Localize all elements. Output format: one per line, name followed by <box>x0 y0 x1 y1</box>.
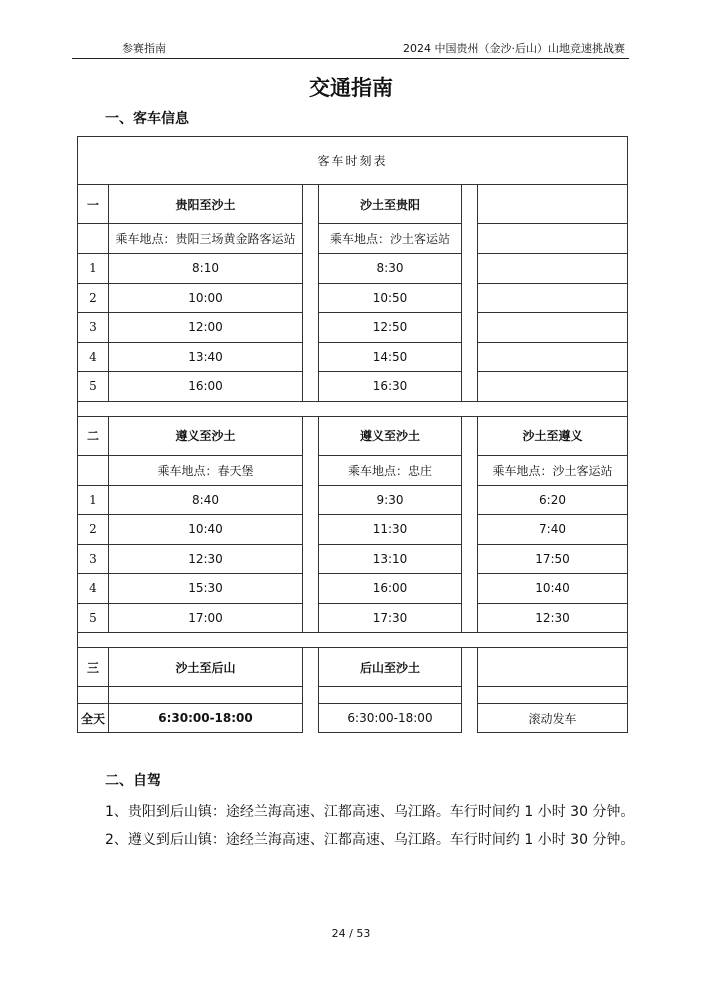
column-gap <box>462 416 478 633</box>
drive-route-guiyang: 1、贵阳到后山镇：途经兰海高速、江都高速、乌江路。车行时间约 1 小时 30 分钟。 <box>105 804 635 820</box>
departure-time: 8:40 <box>109 485 303 515</box>
pickup-location: 乘车地点：贵阳三场黄金路客运站 <box>109 224 303 254</box>
blank-cell <box>109 687 303 704</box>
departure-time: 15:30 <box>109 574 303 604</box>
drive-route-zunyi: 2、遵义到后山镇：途经兰海高速、江都高速、乌江路。车行时间约 1 小时 30 分钟。 <box>105 832 635 848</box>
route-name: 贵阳至沙土 <box>109 185 303 224</box>
index-cell-blank <box>78 224 109 254</box>
column-gap <box>303 648 319 733</box>
blank-cell <box>478 687 628 704</box>
column-gap <box>462 648 478 733</box>
departure-time: 8:30 <box>319 254 462 284</box>
service-hours: 6:30:00-18:00 <box>319 704 462 733</box>
departure-time: 16:30 <box>319 372 462 402</box>
departure-time: 10:50 <box>319 283 462 313</box>
column-gap <box>303 416 319 633</box>
page-number: 24 / 53 <box>331 927 371 940</box>
pickup-location: 乘车地点：春天堡 <box>109 455 303 485</box>
departure-time <box>478 313 628 343</box>
departure-time <box>478 283 628 313</box>
trip-index: 4 <box>78 574 109 604</box>
page-header <box>72 38 629 59</box>
trip-index: 3 <box>78 313 109 343</box>
departure-time: 7:40 <box>478 515 628 545</box>
group-mark: 一 <box>78 185 109 224</box>
route-name: 沙土至贵阳 <box>319 185 462 224</box>
trip-index: 5 <box>78 603 109 633</box>
departure-time: 12:30 <box>109 544 303 574</box>
departure-time: 9:30 <box>319 485 462 515</box>
bus-timetable <box>77 136 628 733</box>
pickup-location: 乘车地点：沙土客运站 <box>478 455 628 485</box>
departure-time: 12:00 <box>109 313 303 343</box>
departure-time <box>478 254 628 284</box>
route-name: 遵义至沙土 <box>319 416 462 455</box>
departure-time: 16:00 <box>319 574 462 604</box>
trip-index: 1 <box>78 254 109 284</box>
route-name: 沙土至后山 <box>109 648 303 687</box>
departure-time: 11:30 <box>319 515 462 545</box>
departure-time: 17:30 <box>319 603 462 633</box>
departure-time: 10:40 <box>478 574 628 604</box>
route-name <box>478 185 628 224</box>
departure-time: 8:10 <box>109 254 303 284</box>
group-separator <box>78 401 628 416</box>
trip-index: 5 <box>78 372 109 402</box>
allday-label: 全天 <box>78 704 109 733</box>
departure-time: 13:40 <box>109 342 303 372</box>
departure-time: 17:00 <box>109 603 303 633</box>
column-gap <box>462 185 478 402</box>
departure-time: 17:50 <box>478 544 628 574</box>
departure-time <box>478 342 628 372</box>
pickup-location: 乘车地点：沙土客运站 <box>319 224 462 254</box>
blank-cell <box>319 687 462 704</box>
departure-time: 16:00 <box>109 372 303 402</box>
departure-time: 10:40 <box>109 515 303 545</box>
route-name <box>478 648 628 687</box>
header-section-label: 参赛指南 <box>122 42 166 55</box>
group-mark: 三 <box>78 648 109 687</box>
departure-time <box>478 372 628 402</box>
trip-index: 2 <box>78 515 109 545</box>
trip-index: 4 <box>78 342 109 372</box>
departure-time: 6:20 <box>478 485 628 515</box>
blank-cell <box>78 687 109 704</box>
section-heading-bus: 一、客车信息 <box>105 111 189 127</box>
service-note: 滚动发车 <box>478 704 628 733</box>
departure-time: 12:30 <box>478 603 628 633</box>
page-title: 交通指南 <box>309 76 393 100</box>
route-name: 遵义至沙土 <box>109 416 303 455</box>
header-event-name: 2024 中国贵州（金沙·后山）山地竞速挑战赛 <box>403 42 625 55</box>
departure-time: 13:10 <box>319 544 462 574</box>
pickup-location <box>478 224 628 254</box>
route-name: 沙土至遵义 <box>478 416 628 455</box>
service-hours: 6:30:00-18:00 <box>109 704 303 733</box>
route-name: 后山至沙土 <box>319 648 462 687</box>
departure-time: 10:00 <box>109 283 303 313</box>
timetable-title: 客车时刻表 <box>78 137 628 185</box>
group-separator <box>78 633 628 648</box>
group-mark: 二 <box>78 416 109 455</box>
departure-time: 14:50 <box>319 342 462 372</box>
section-heading-self-drive: 二、自驾 <box>105 773 161 789</box>
index-cell-blank <box>78 455 109 485</box>
trip-index: 3 <box>78 544 109 574</box>
pickup-location: 乘车地点：忠庄 <box>319 455 462 485</box>
trip-index: 2 <box>78 283 109 313</box>
column-gap <box>303 185 319 402</box>
trip-index: 1 <box>78 485 109 515</box>
departure-time: 12:50 <box>319 313 462 343</box>
